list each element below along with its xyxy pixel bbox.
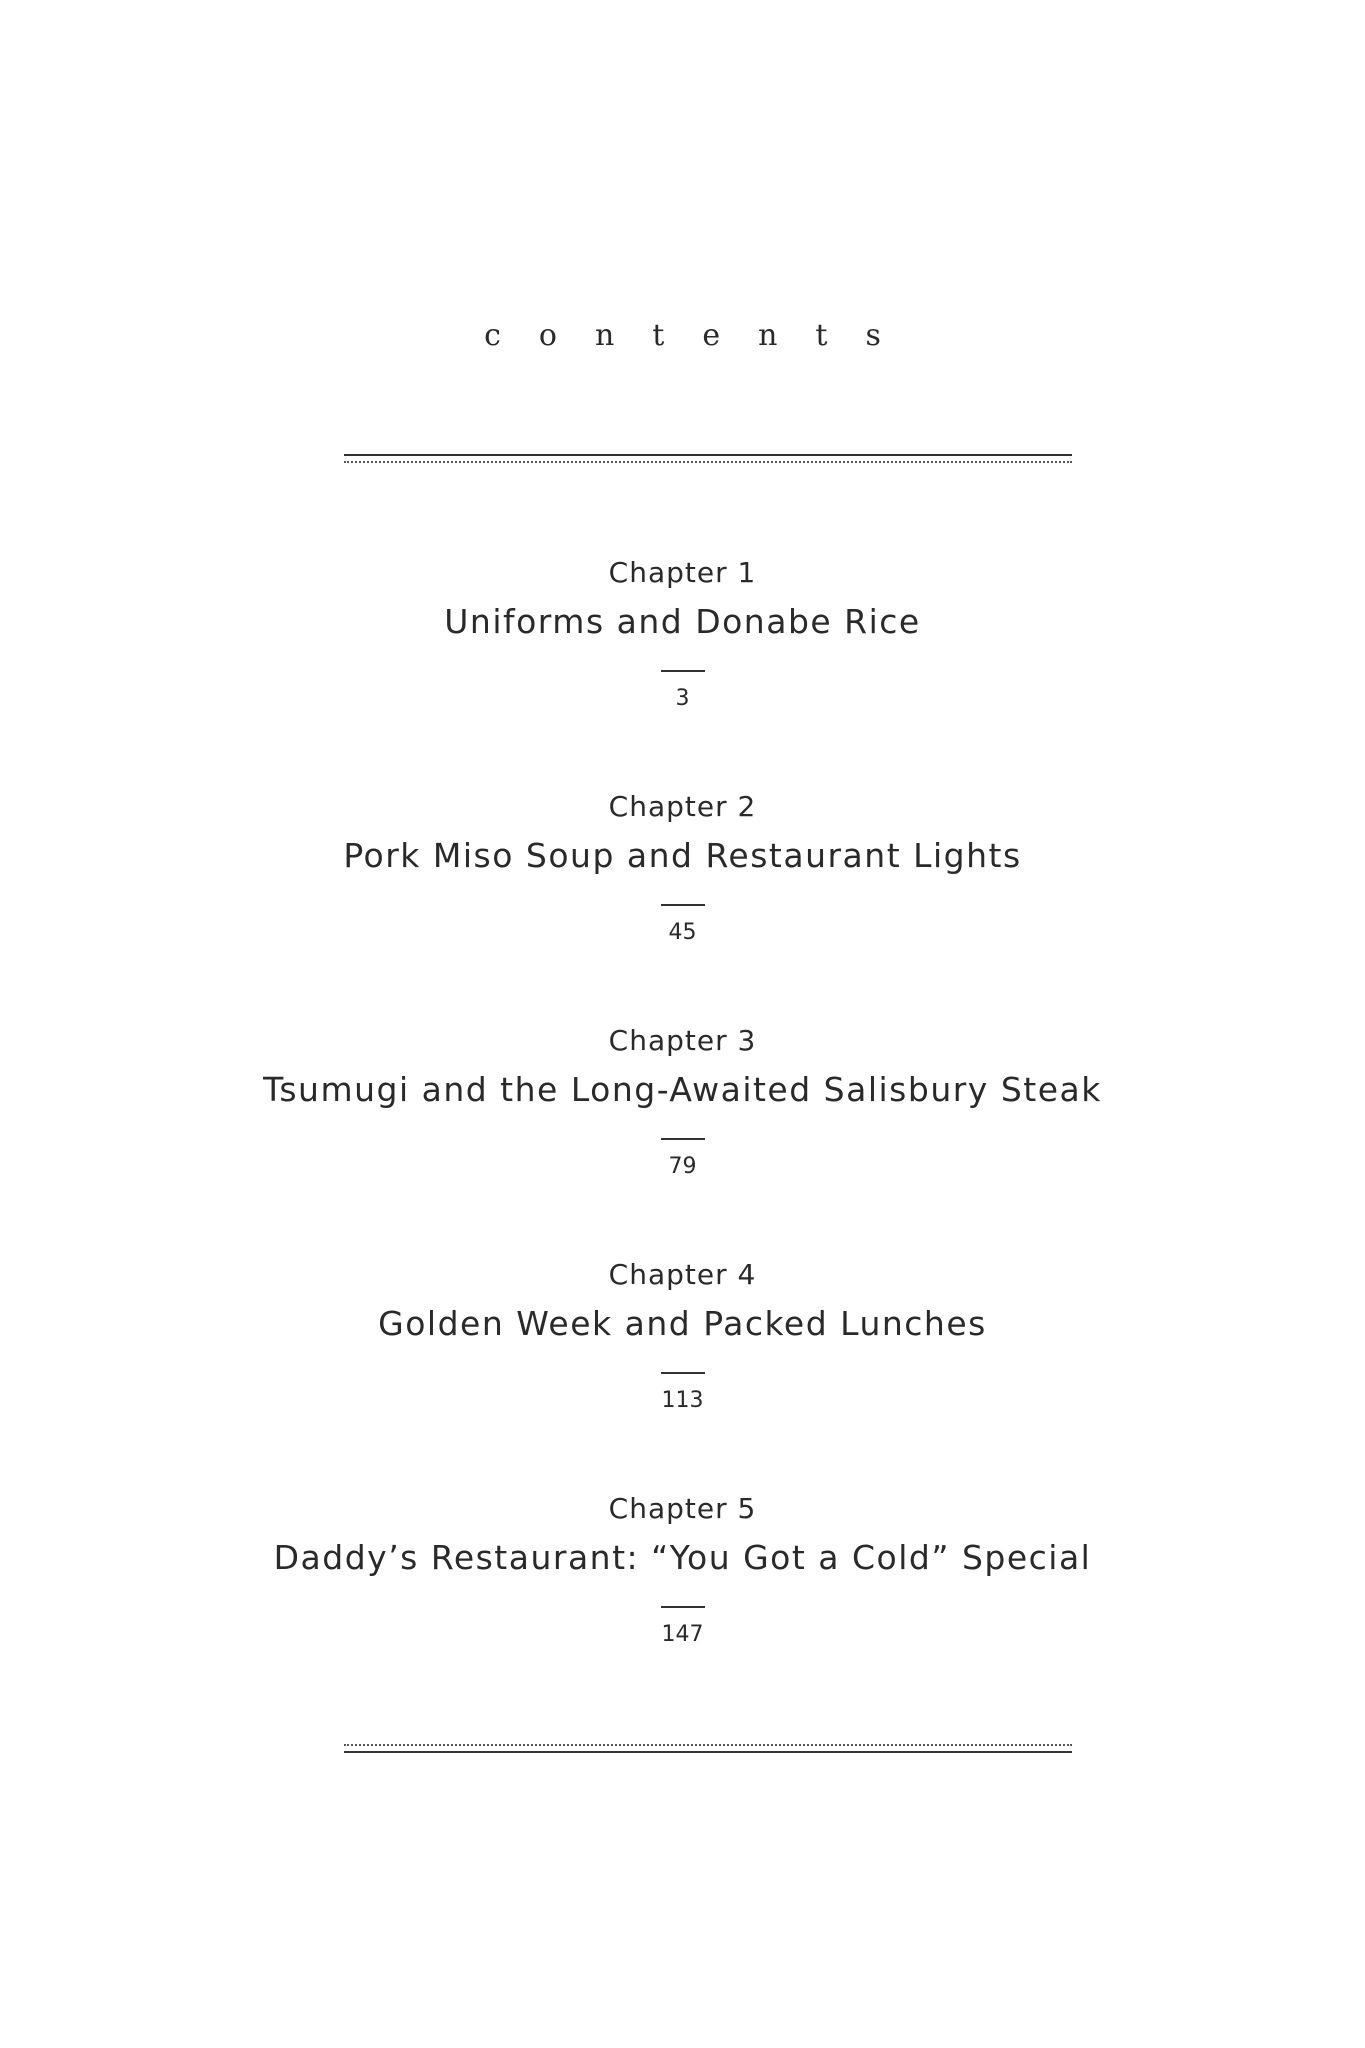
chapter-page-number: 3: [675, 686, 690, 711]
bottom-divider-dotted-line: [344, 1744, 1072, 1746]
top-divider-dotted-line: [344, 461, 1072, 463]
chapter-title: Daddy’s Restaurant: “You Got a Cold” Special: [273, 1538, 1092, 1577]
top-divider-solid-line: [344, 454, 1072, 456]
chapter-title: Pork Miso Soup and Restaurant Lights: [343, 836, 1022, 875]
chapter-page-number: 79: [668, 1154, 697, 1179]
chapter-label: Chapter 5: [608, 1492, 757, 1525]
chapter-page-number: 113: [661, 1388, 704, 1413]
chapter-label: Chapter 2: [608, 790, 757, 823]
toc-entry-chapter-5[interactable]: [0, 1492, 1365, 1648]
chapter-dash: [661, 670, 705, 672]
bottom-divider-solid-line: [344, 1751, 1072, 1753]
top-divider: [344, 454, 1072, 464]
contents-heading: contents: [484, 318, 919, 353]
chapter-page-number: 147: [661, 1622, 704, 1647]
toc-entry-chapter-1[interactable]: [0, 556, 1365, 712]
chapter-title: Golden Week and Packed Lunches: [378, 1304, 987, 1343]
bottom-divider: [344, 1744, 1072, 1754]
chapter-title: Tsumugi and the Long-Awaited Salisbury Steak: [263, 1070, 1102, 1109]
toc-entry-chapter-3[interactable]: [0, 1024, 1365, 1180]
toc-entry-chapter-4[interactable]: [0, 1258, 1365, 1414]
chapter-dash: [661, 1138, 705, 1140]
chapter-page-number: 45: [668, 920, 697, 945]
chapter-label: Chapter 1: [608, 556, 757, 589]
toc-entry-chapter-2[interactable]: [0, 790, 1365, 946]
chapter-label: Chapter 3: [608, 1024, 757, 1057]
chapter-title: Uniforms and Donabe Rice: [444, 602, 921, 641]
chapter-dash: [661, 1372, 705, 1374]
chapter-label: Chapter 4: [608, 1258, 757, 1291]
chapter-dash: [661, 904, 705, 906]
chapter-dash: [661, 1606, 705, 1608]
